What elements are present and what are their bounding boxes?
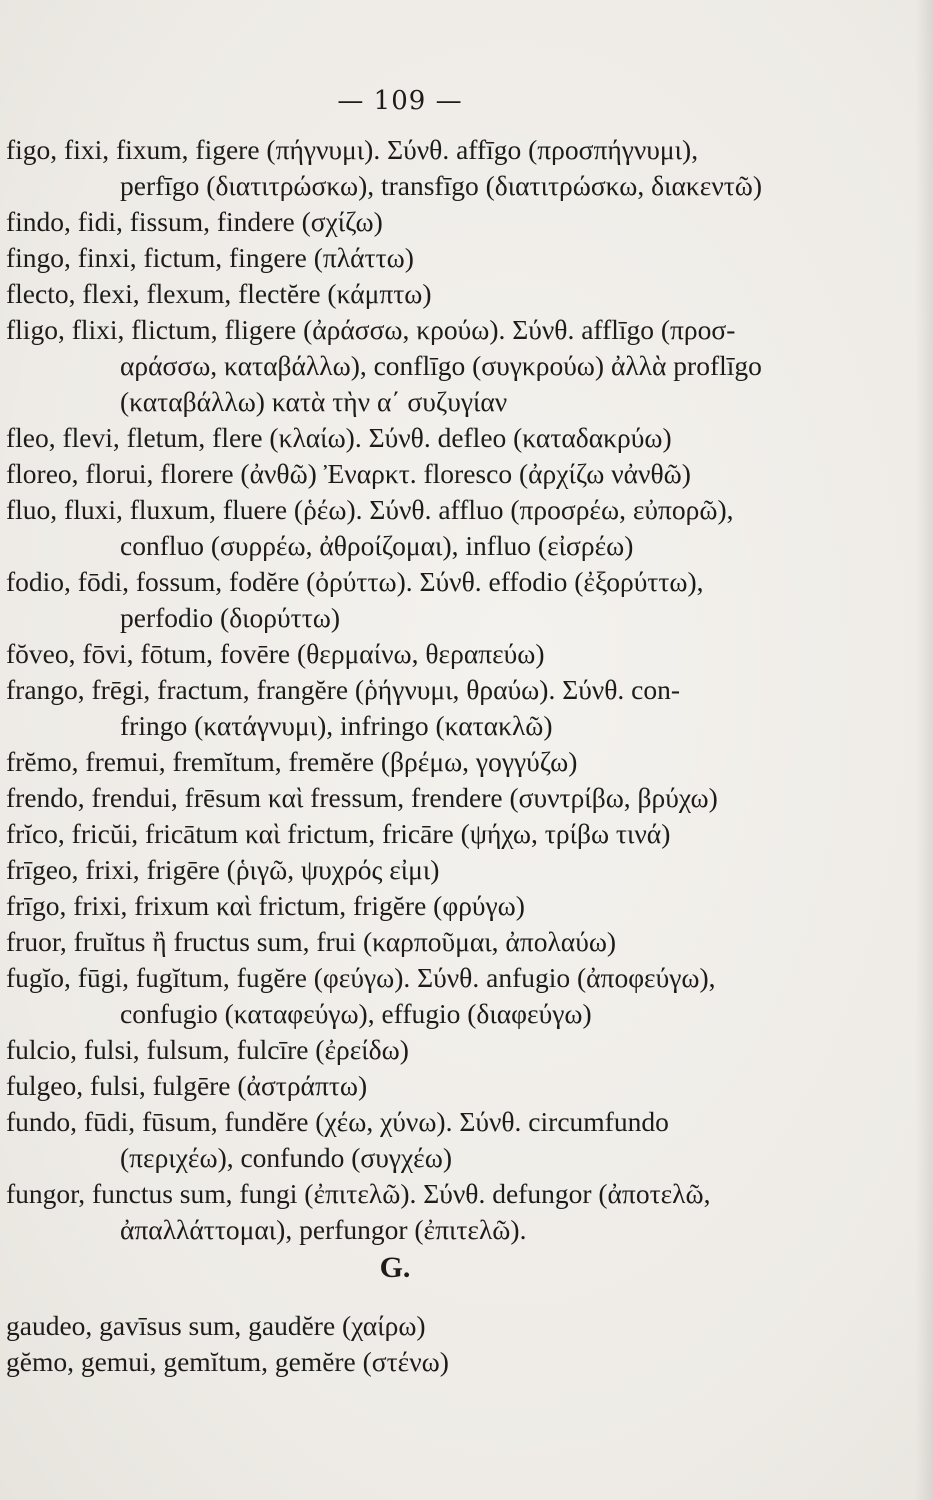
entry-line: flecto, flexi, flexum, flectĕre (κάμπτω) bbox=[6, 278, 432, 309]
entry-line: fungor, functus sum, fungi (ἐπιτελῶ). Σύνθ. defungor (ἀποτελῶ, bbox=[6, 1178, 711, 1209]
entry-continuation-line: perfīgo (διατιτρώσκω), transfīgo (διατιτρώσκω, διακεντῶ) bbox=[120, 170, 763, 201]
entry-line: fligo, flixi, flictum, fligere (ἀράσσω, κρούω). Σύνθ. afflīgo (προσ- bbox=[6, 314, 736, 345]
page-number: — 109 — bbox=[337, 86, 463, 116]
page-spine-shadow bbox=[915, 0, 933, 1500]
entry-line: figo, fixi, fixum, figere (πήγνυμι). Σύνθ. affīgo (προσπήγνυμι), bbox=[6, 134, 699, 165]
entry-line: fŏveo, fōvi, fōtum, fovēre (θερμαίνω, θεραπεύω) bbox=[6, 638, 545, 669]
entry-line: frendo, frendui, frēsum καὶ fressum, frendere (συντρίβω, βρύχω) bbox=[6, 782, 718, 813]
entry-continuation-line: confluo (συρρέω, ἀθροίζομαι), influo (εἰσρέω) bbox=[120, 530, 634, 561]
entry-line: fruor, fruĭtus ἢ fructus sum, frui (καρποῦμαι, ἀπολαύω) bbox=[6, 926, 617, 957]
entry-continuation-line: perfodio (διορύττω) bbox=[120, 602, 340, 633]
entry-continuation-line: αράσσω, καταβάλλω), conflīgo (συγκρούω) ἀλλὰ proflīgo bbox=[120, 350, 762, 381]
entry-line: frango, frēgi, fractum, frangĕre (ῥήγνυμι, θραύω). Σύνθ. con- bbox=[6, 674, 681, 705]
entry-line: fulgeo, fulsi, fulgēre (ἀστράπτω) bbox=[6, 1070, 368, 1101]
entry-line: fleo, flevi, fletum, flere (κλαίω). Σύνθ. defleo (καταδακρύω) bbox=[6, 422, 672, 453]
verb-entry-list-f bbox=[6, 132, 911, 1248]
entry-line: floreo, florui, florere (ἀνθῶ) Ἐναρκτ. floresco (ἀρχίζω νἀνθῶ) bbox=[6, 458, 691, 489]
entry-line: frĕmo, fremui, fremĭtum, fremĕre (βρέμω, γογγύζω) bbox=[6, 746, 578, 777]
entry-continuation-line: (καταβάλλω) κατὰ τὴν α΄ συζυγίαν bbox=[120, 386, 508, 417]
entry-line: fodio, fōdi, fossum, fodĕre (ὀρύττω). Σύνθ. effodio (ἐξορύττω), bbox=[6, 566, 704, 597]
entry-line: fluo, fluxi, fluxum, fluere (ῥέω). Σύνθ. affluo (προσρέω, εὐπορῶ), bbox=[6, 494, 734, 525]
entry-line: fundo, fūdi, fūsum, fundĕre (χέω, χύνω). Σύνθ. circumfundo bbox=[6, 1106, 669, 1137]
entry-line: fugĭo, fūgi, fugĭtum, fugĕre (φεύγω). Σύνθ. anfugio (ἀποφεύγω), bbox=[6, 962, 716, 993]
entry-continuation-line: (περιχέω), confundo (συγχέω) bbox=[120, 1142, 452, 1173]
entry-line: findo, fidi, fissum, findere (σχίζω) bbox=[6, 206, 383, 237]
entry-line: fingo, finxi, fictum, fingere (πλάττω) bbox=[6, 242, 414, 273]
entry-line: gaudeo, gavīsus sum, gaudĕre (χαίρω) bbox=[6, 1310, 426, 1341]
entry-continuation-line: ἀπαλλάττομαι), perfungor (ἐπιτελῶ). bbox=[120, 1214, 527, 1245]
entry-line: frīgeo, frixi, frigēre (ῥιγῶ, ψυχρός εἰμι) bbox=[6, 854, 440, 885]
entry-line: frīgo, frixi, frixum καὶ frictum, frigĕre (φρύγω) bbox=[6, 890, 525, 921]
section-letter-heading: G. bbox=[379, 1251, 411, 1284]
entry-continuation-line: confugio (καταφεύγω), effugio (διαφεύγω) bbox=[120, 998, 592, 1029]
entry-line: frĭco, fricŭi, fricātum καὶ frictum, fricāre (ψήχω, τρίβω τινά) bbox=[6, 818, 671, 849]
verb-entry-list-g bbox=[6, 1308, 911, 1380]
entry-continuation-line: fringo (κατάγνυμι), infringo (κατακλῶ) bbox=[120, 710, 553, 741]
entry-line: fulcio, fulsi, fulsum, fulcīre (ἐρείδω) bbox=[6, 1034, 409, 1065]
entry-line: gĕmo, gemui, gemĭtum, gemĕre (στένω) bbox=[6, 1346, 449, 1377]
